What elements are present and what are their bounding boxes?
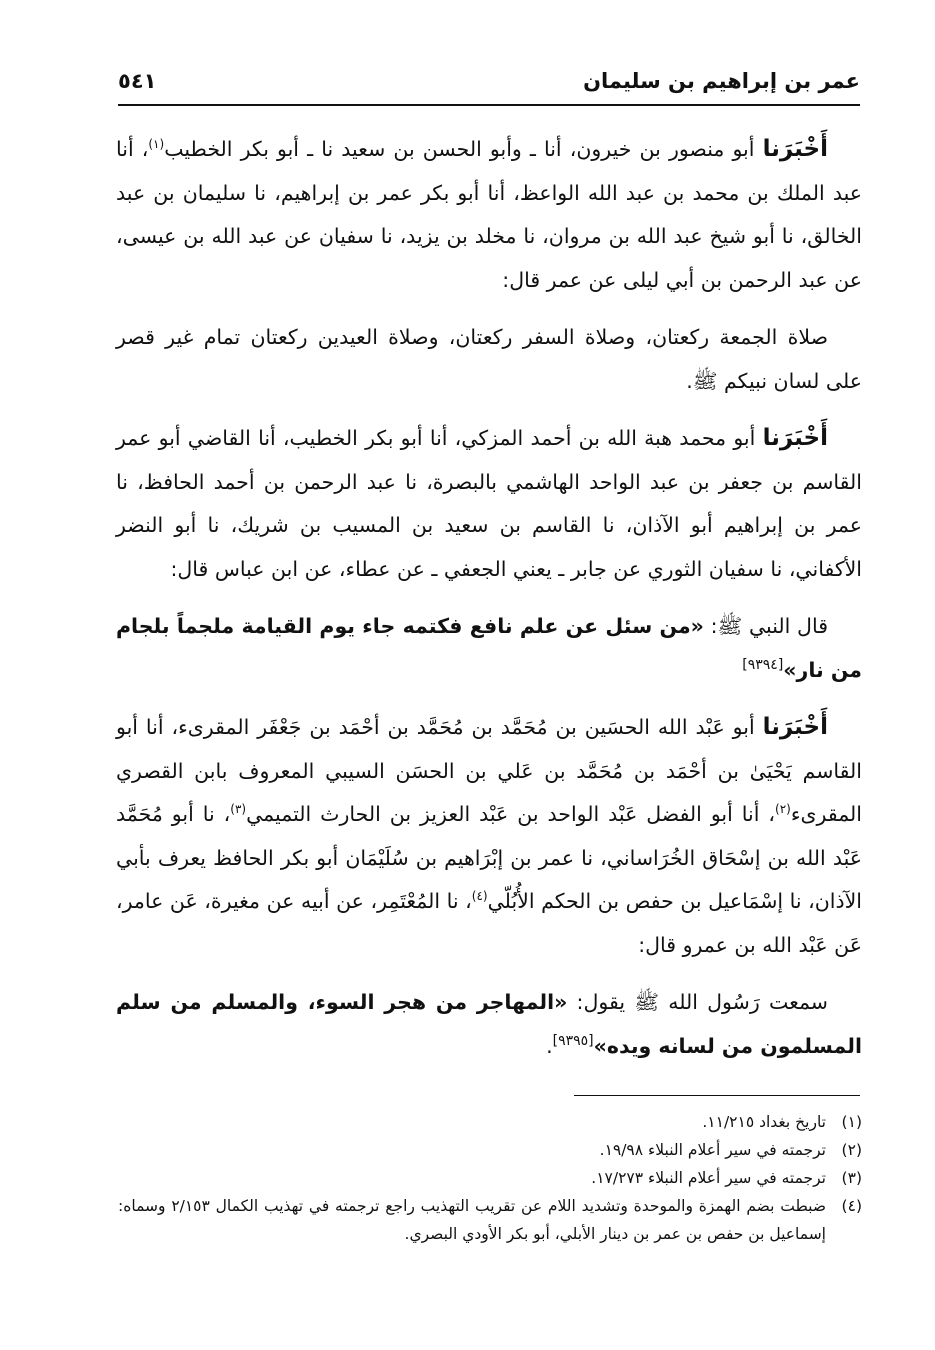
paragraph-5-text-b: ، أنا أبو الفضل عَبْد الواحد بن عَبْد العزيز بن الحارث التميمي [246,802,776,826]
footnote-2 [118,1136,862,1164]
footnote-marker-1: (١) [148,137,165,152]
paragraph-5 [116,706,862,967]
footnote-text: تاريخ بغداد ١١/٢١٥. [702,1113,826,1131]
running-title: عمر بن إبراهيم بن سليمان [583,69,860,93]
page-number: ٥٤١ [118,69,157,93]
paragraph-6-text-a: سمعت رَسُول الله ﷺ يقول: [567,990,828,1014]
paragraph-1-text-b: ، أنا عبد الملك بن محمد بن عبد الله الواعظ، أنا أبو بكر عمر بن إبراهيم، نا سليمان بن عبد الخالق، نا أبو شيخ عبد الله بن مروان، نا مخلد بن يزيد، نا سفيان عن عبد الله بن عيسى، عن عبد الرحمن بن أبي ليلى عن عمر قال: [116,137,862,292]
paragraph-5-text-c: ، نا أبو مُحَمَّد عَبْد الله بن إسْحَاق الخُرَاساني، نا عمر بن إبْرَاهيم بن سُلَيْمَان أبو بكر الحافظ يعرف بأبي الآذان، نا إسْمَاعيل بن حفص بن الحكم الأُبُلّي [116,802,862,913]
paragraph-1-text-a: أبو منصور بن خيرون، أنا ـ وأبو الحسن بن سعيد نا ـ أبو بكر الخطيب [164,137,763,161]
paragraph-2 [116,316,862,403]
hadith-number-1: [٩٣٩٤] [742,656,784,673]
akhbarana-lead: أَخْبَرَنا [762,714,828,740]
footnote-marker-3: (٣) [230,802,247,817]
footnote-3 [118,1164,862,1192]
main-text [116,128,862,1082]
footnote-number: (٤) [841,1197,862,1215]
paragraph-6-end: . [546,1033,553,1058]
page-header [118,58,860,106]
footnote-marker-2: (٢) [775,802,791,817]
footnote-number: (١) [841,1113,862,1131]
footnote-4 [118,1192,862,1248]
footnote-text: ترجمته في سير أعلام النبلاء ١٩/٩٨. [599,1141,826,1159]
paragraph-2-text: صلاة الجمعة ركعتان، وصلاة السفر ركعتان، وصلاة العيدين ركعتان تمام غير قصر على لسان نبيكم ﷺ. [116,325,862,393]
footnote-number: (٢) [841,1141,862,1159]
hadith-number-2: [٩٣٩٥] [552,1032,594,1049]
footnote-text: ضبطت بضم الهمزة والموحدة وتشديد اللام عن تقريب التهذيب راجع ترجمته في تهذيب الكمال ٢/١٥٣ وسماه: إسماعيل بن حفص بن عمر بن دينار الأبلي، أبو بكر الأودي البصري. [118,1197,826,1243]
paragraph-5-text-d: ، نا المُعْتَمِر، عن أبيه عن مغيرة، عَن عامر، عَن عَبْد الله بن عمرو قال: [116,889,862,957]
akhbarana-lead: أَخْبَرَنا [762,136,828,162]
hadith-text-2: «المهاجر من هجر السوء، والمسلم من سلم المسلمون من لسانه ويده» [116,990,862,1058]
footnote-marker-4: (٤) [471,889,488,904]
hadith-text-1: «من سئل عن علم نافع فكتمه جاء يوم القيامة ملجماً بلجام من نار» [116,614,862,682]
footnotes [118,1108,862,1248]
akhbarana-lead: أَخْبَرَنا [762,425,828,451]
footnote-1 [118,1108,862,1136]
paragraph-3-text: أبو محمد هبة الله بن أحمد المزكي، أنا أبو بكر الخطيب، أنا القاضي أبو عمر القاسم بن جعفر بن عبد الواحد الهاشمي بالبصرة، نا عبد الرحمن بن أحمد الحافظ، نا عمر بن إبراهيم أبو الآذان، نا القاسم بن سعيد بن المسيب بن شريك، نا أبو النضر الأكفاني، نا سفيان الثوري عن جابر ـ يعني الجعفي ـ عن عطاء، عن ابن عباس قال: [116,426,862,581]
paragraph-4-text-a: قال النبي ﷺ: [703,614,828,638]
paragraph-3 [116,417,862,591]
paragraph-5-text-a: أبو عَبْد الله الحسَين بن مُحَمَّد بن مُحَمَّد بن أحْمَد بن جَعْفَر المقرىء، أنا أبو القاسم يَحْيَىٰ بن أحْمَد بن مُحَمَّد بن عَلي بن الحسَن السيبي المعروف بابن القصري المقرىء [116,715,863,826]
footnote-text: ترجمته في سير أعلام النبلاء ١٧/٢٧٣. [591,1169,826,1187]
footnote-number: (٣) [841,1169,862,1187]
paragraph-6 [116,981,862,1068]
paragraph-1 [116,128,862,302]
footnote-divider [574,1095,860,1096]
paragraph-4 [116,605,862,692]
